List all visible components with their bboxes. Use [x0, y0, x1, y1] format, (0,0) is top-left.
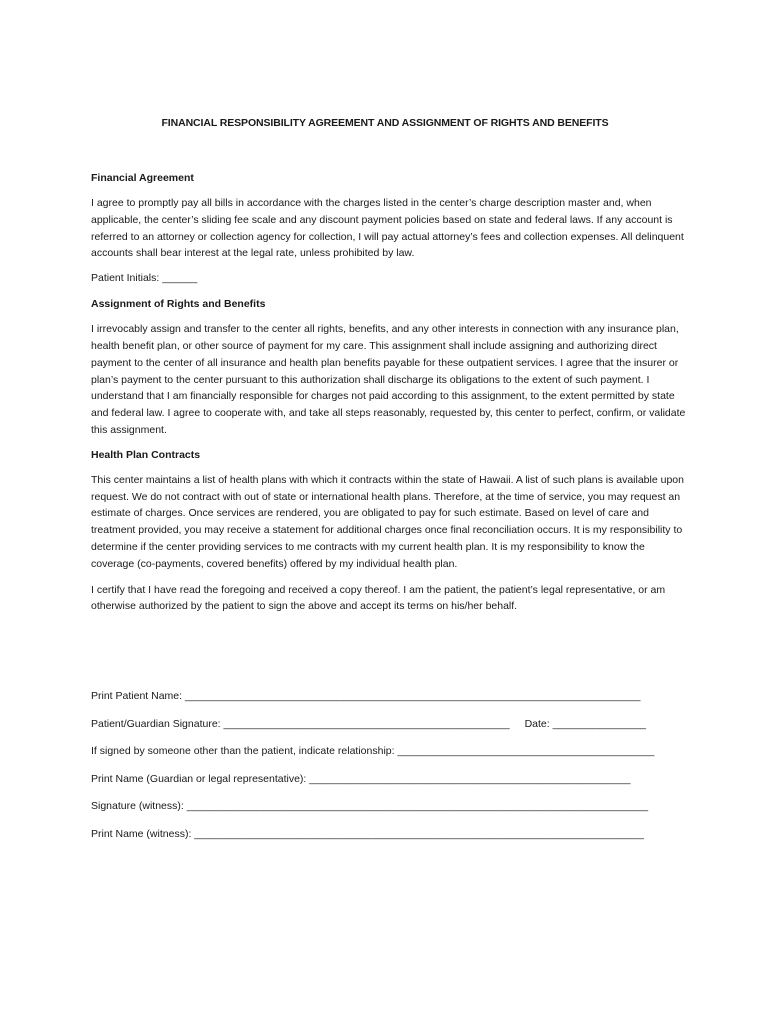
certify-text: I certify that I have read the foregoing and received a copy thereof. I am the patient, the patient’s legal representative, or am otherwise authorized by the patient to sign the above and accept its terms on his/her behalf. — [91, 583, 666, 613]
witness-signature-field[interactable]: Signature (witness): _______________________________________________________________________________ — [91, 800, 649, 812]
health-plan-text: This center maintains a list of health plans with which it contracts within the state of Hawaii. A list of such plans is available upon request. We do not contract with out of state or international health plans. Therefore, at the time of service, you may request an estimate of charges. Once services are rendered, you are obligated to pay for such estimate. Based on level of care and treatment provided, you may receive a statement for additional charges once final reconciliation occurs. It is my responsibility to determine if the center providing services to me contracts with my current health plan. It is my responsibility to know the coverage (co-payments, covered benefits) offered by my individual health plan. — [91, 473, 684, 570]
patient-initials-field[interactable]: Patient Initials: ______ — [91, 272, 198, 285]
date-field[interactable]: Date: ________________ — [524, 717, 647, 730]
guardian-name-field[interactable]: Print Name (Guardian or legal representative): _______________________________________________________ — [91, 772, 631, 785]
assignment-text: I irrevocably assign and transfer to the center all rights, benefits, and any other interests in connection with any insurance plan, health benefit plan, or other source of payment for my care. This assignment shall include assigning and authorizing direct payment to the center of all insurance and health plan benefits payable for these outpatient services. I agree that the insurer or plan’s payment to the center pursuant to this authorization shall discharge its obligations to the extent of such payment. I understand that I am financially responsible for charges not paid according to this assignment, to the extent permitted by state and federal law. I agree to cooperate with, and take all steps reasonably, requested by, this center to perfect, confirm, or validate this assignment. — [91, 323, 686, 436]
health-plan-heading: Health Plan Contracts — [91, 448, 201, 461]
document-title: FINANCIAL RESPONSIBILITY AGREEMENT AND ASSIGNMENT OF RIGHTS AND BENEFITS — [161, 117, 609, 129]
print-patient-name-field[interactable]: Print Patient Name: ______________________________________________________________________________ — [91, 690, 641, 702]
relationship-field[interactable]: If signed by someone other than the patient, indicate relationship: ____________________________________________ — [91, 745, 655, 757]
financial-agreement-text: I agree to promptly pay all bills in accordance with the charges listed in the center’s charge description master and, when applicable, the center’s sliding fee scale and any discount payment policies based on state and federal laws. If any account is referred to an attorney or collection agency for collection, I will pay actual attorney’s fees and collection expenses. All delinquent accounts shall bear interest at the legal rate, unless prohibited by law. — [91, 197, 684, 260]
document-body — [91, 171, 687, 624]
financial-agreement-heading: Financial Agreement — [91, 172, 194, 184]
witness-name-field[interactable]: Print Name (witness): _____________________________________________________________________________ — [91, 827, 644, 840]
signature-block — [91, 689, 681, 854]
assignment-heading: Assignment of Rights and Benefits — [91, 298, 266, 311]
signature-row — [91, 717, 681, 745]
patient-signature-field[interactable]: Patient/Guardian Signature: _________________________________________________ — [91, 717, 510, 730]
